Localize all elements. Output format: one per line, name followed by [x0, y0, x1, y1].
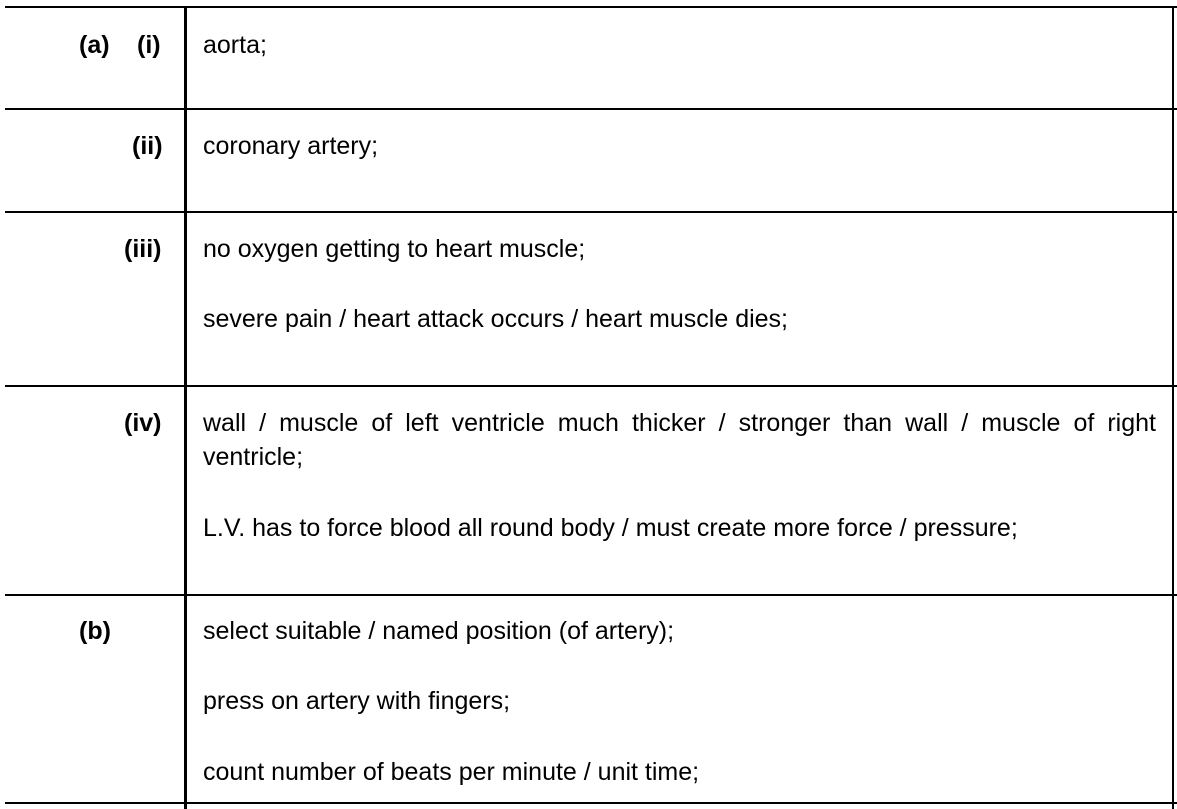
answer-point: press on artery with fingers;: [203, 687, 511, 715]
subpart-label: (ii): [132, 132, 163, 160]
column-divider: [184, 7, 187, 809]
answer-point: wall / muscle of left ventricle much thicker / stronger than wall / muscle of right ventricle;: [203, 409, 1156, 471]
subpart-label: (i): [137, 31, 161, 59]
answer-point: aorta;: [203, 31, 267, 59]
part-label: (a): [79, 31, 110, 59]
answer-point: coronary artery;: [203, 132, 379, 160]
answer-point: severe pain / heart attack occurs / heart muscle dies;: [203, 305, 788, 333]
row-border: [5, 108, 1177, 110]
part-label: (b): [79, 617, 111, 645]
row-border: [5, 802, 1177, 804]
row-border: [5, 6, 1177, 8]
row-border: [5, 211, 1177, 213]
table-right-border: [1172, 7, 1174, 809]
row-border: [5, 594, 1177, 596]
answer-point: select suitable / named position (of artery);: [203, 617, 675, 645]
answer-point: L.V. has to force blood all round body / must create more force / pressure;: [203, 514, 1018, 542]
row-border: [5, 385, 1177, 387]
subpart-label: (iv): [124, 409, 162, 437]
answer-point: no oxygen getting to heart muscle;: [203, 235, 586, 263]
subpart-label: (iii): [124, 235, 162, 263]
answer-point: count number of beats per minute / unit time;: [203, 758, 700, 786]
